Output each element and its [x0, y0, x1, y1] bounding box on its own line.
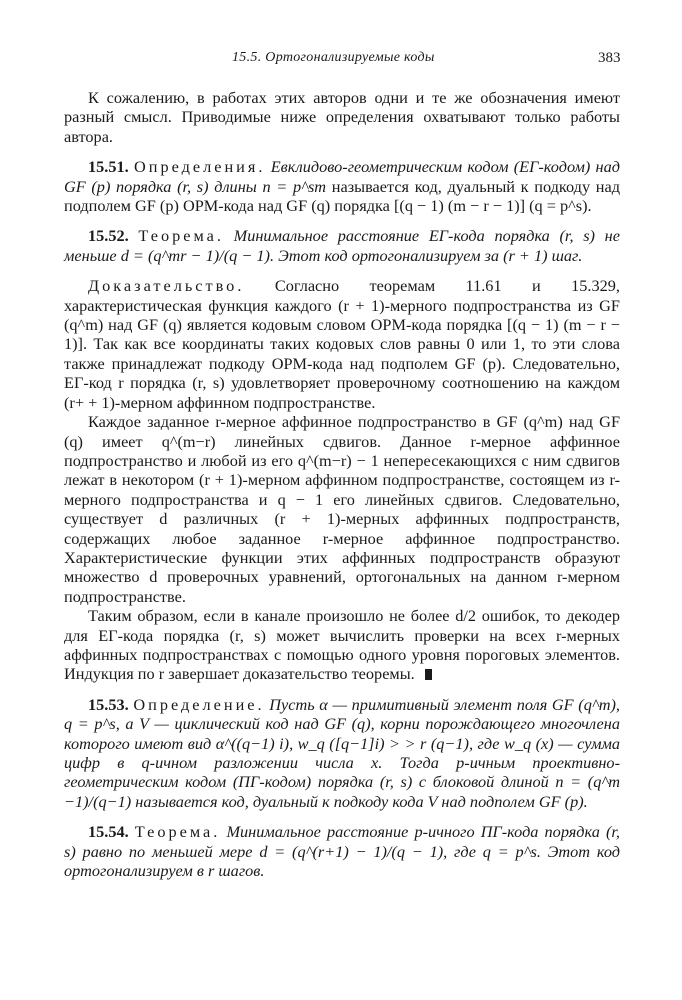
definition-heading: Определения.	[133, 157, 266, 177]
page-header	[0, 50, 682, 74]
theorem-number: 15.54.	[88, 822, 129, 842]
definition-number: 15.53.	[88, 694, 129, 714]
proof-heading: Доказательство.	[88, 276, 245, 296]
proof-paragraph-3	[64, 606, 620, 684]
proof-paragraph-2: Каждое заданное r-мерное аффинное подпространство в GF (q^m) над GF (q) имеет q^(m−r) линейных сдвигов. Данное r-мерное аффинное подпространство и любой из его q^(m−r) − 1 непересекающихся с ним сдвигов лежат в некотором (r + 1)-мерном аффинном подпространстве, состоящем из r-мерного подпространства и q − 1 его линейных сдвигов. Следовательно, существует d различных (r + 1)-мерных аффинных подпространств, содержащих любое заданное r-мерное аффинное подпространство. Характеристические функции этих аффинных подпространств образуют множество d проверочных уравнений, ортогональных на данном r-мерном подпространстве.	[64, 412, 620, 606]
definition-rest: называется код, дуальный к подкоду над подполем GF (p) ОРМ-кода над GF (q) порядка [(q − 1) (m − r − 1)] (q = p^s).	[64, 176, 621, 216]
running-title: 15.5. Ортогонализируемые коды	[232, 50, 435, 65]
proof-paragraph-1	[64, 276, 620, 412]
definition-statement: Евклидово-геометрическим кодом (ЕГ-кодом) над GF (p) порядка (r, s) длины n = p^sm	[64, 157, 620, 196]
definition-15-53	[64, 695, 620, 811]
theorem-heading: Теорема.	[134, 822, 221, 842]
theorem-15-52	[64, 226, 620, 265]
theorem-heading: Теорема.	[138, 226, 224, 246]
theorem-statement: Минимальное расстояние ЕГ-кода порядка (r, s) не меньше d = (q^mr − 1)/(q − 1). Этот код ортогонализируем за (r + 1) шаг.	[64, 226, 620, 265]
proof-conclusion: Таким образом, если в канале произошло не более d/2 ошибок, то декодер для ЕГ-кода порядка (r, s) может вычислить проверки на всех r-мерных аффинных подпространствах с помощью одного уровня пороговых элементов. Индукция по r завершает доказательство теоремы.	[64, 606, 620, 684]
definition-heading: Определение.	[133, 694, 265, 714]
definition-15-51	[64, 157, 620, 215]
proof-text: Согласно теоремам 11.61 и 15.329, характеристическая функция каждого (r + 1)-мерного подпространства из GF (q^m) над GF (q) является кодовым словом ОРМ-кода порядка [(q − 1) (m − r − 1)]. Так как все координаты таких кодовых слов равны 0 или 1, то эти слова также принадлежат подкоду ОРМ-кода над подполем GF (p). Следовательно, ЕГ-код r порядка (r, s) удовлетворяет проверочному соотношению на каждом (r+ + 1)-мерном аффинном подпространстве.	[64, 276, 620, 412]
theorem-statement: Минимальное расстояние p-ичного ПГ-кода порядка (r, s) равно по меньшей мере d = (q^(r+1) − 1)/(q − 1), где q = p^s. Этот код ортогонализируем в r шагов.	[64, 822, 620, 881]
definition-number: 15.51.	[88, 157, 129, 177]
page-number: 383	[598, 50, 621, 66]
theorem-number: 15.52.	[88, 226, 129, 246]
theorem-15-54	[64, 822, 620, 880]
page-body	[64, 88, 620, 891]
intro-paragraph: К сожалению, в работах этих авторов одни и те же обозначения имеют разный смысл. Приводимые ниже определения охватывают только работы автора.	[64, 88, 620, 146]
definition-statement: Пусть α — примитивный элемент поля GF (q^m), q = p^s, а V — циклический код над GF (q), корни порождающего многочлена которого имеют вид α^((q−1) i), w_q ([q−1]i) > > r (q−1), где w_q (x) — сумма цифр в q-ичном разложении числа x. Тогда p-ичным проективно-геометрическим кодом (ПГ-кодом) порядка (r, s) с блоковой длиной n = (q^m −1)/(q−1) называется код, дуальный к подкоду кода V над подполем GF (p).	[64, 694, 620, 811]
end-of-proof-mark	[425, 669, 432, 680]
